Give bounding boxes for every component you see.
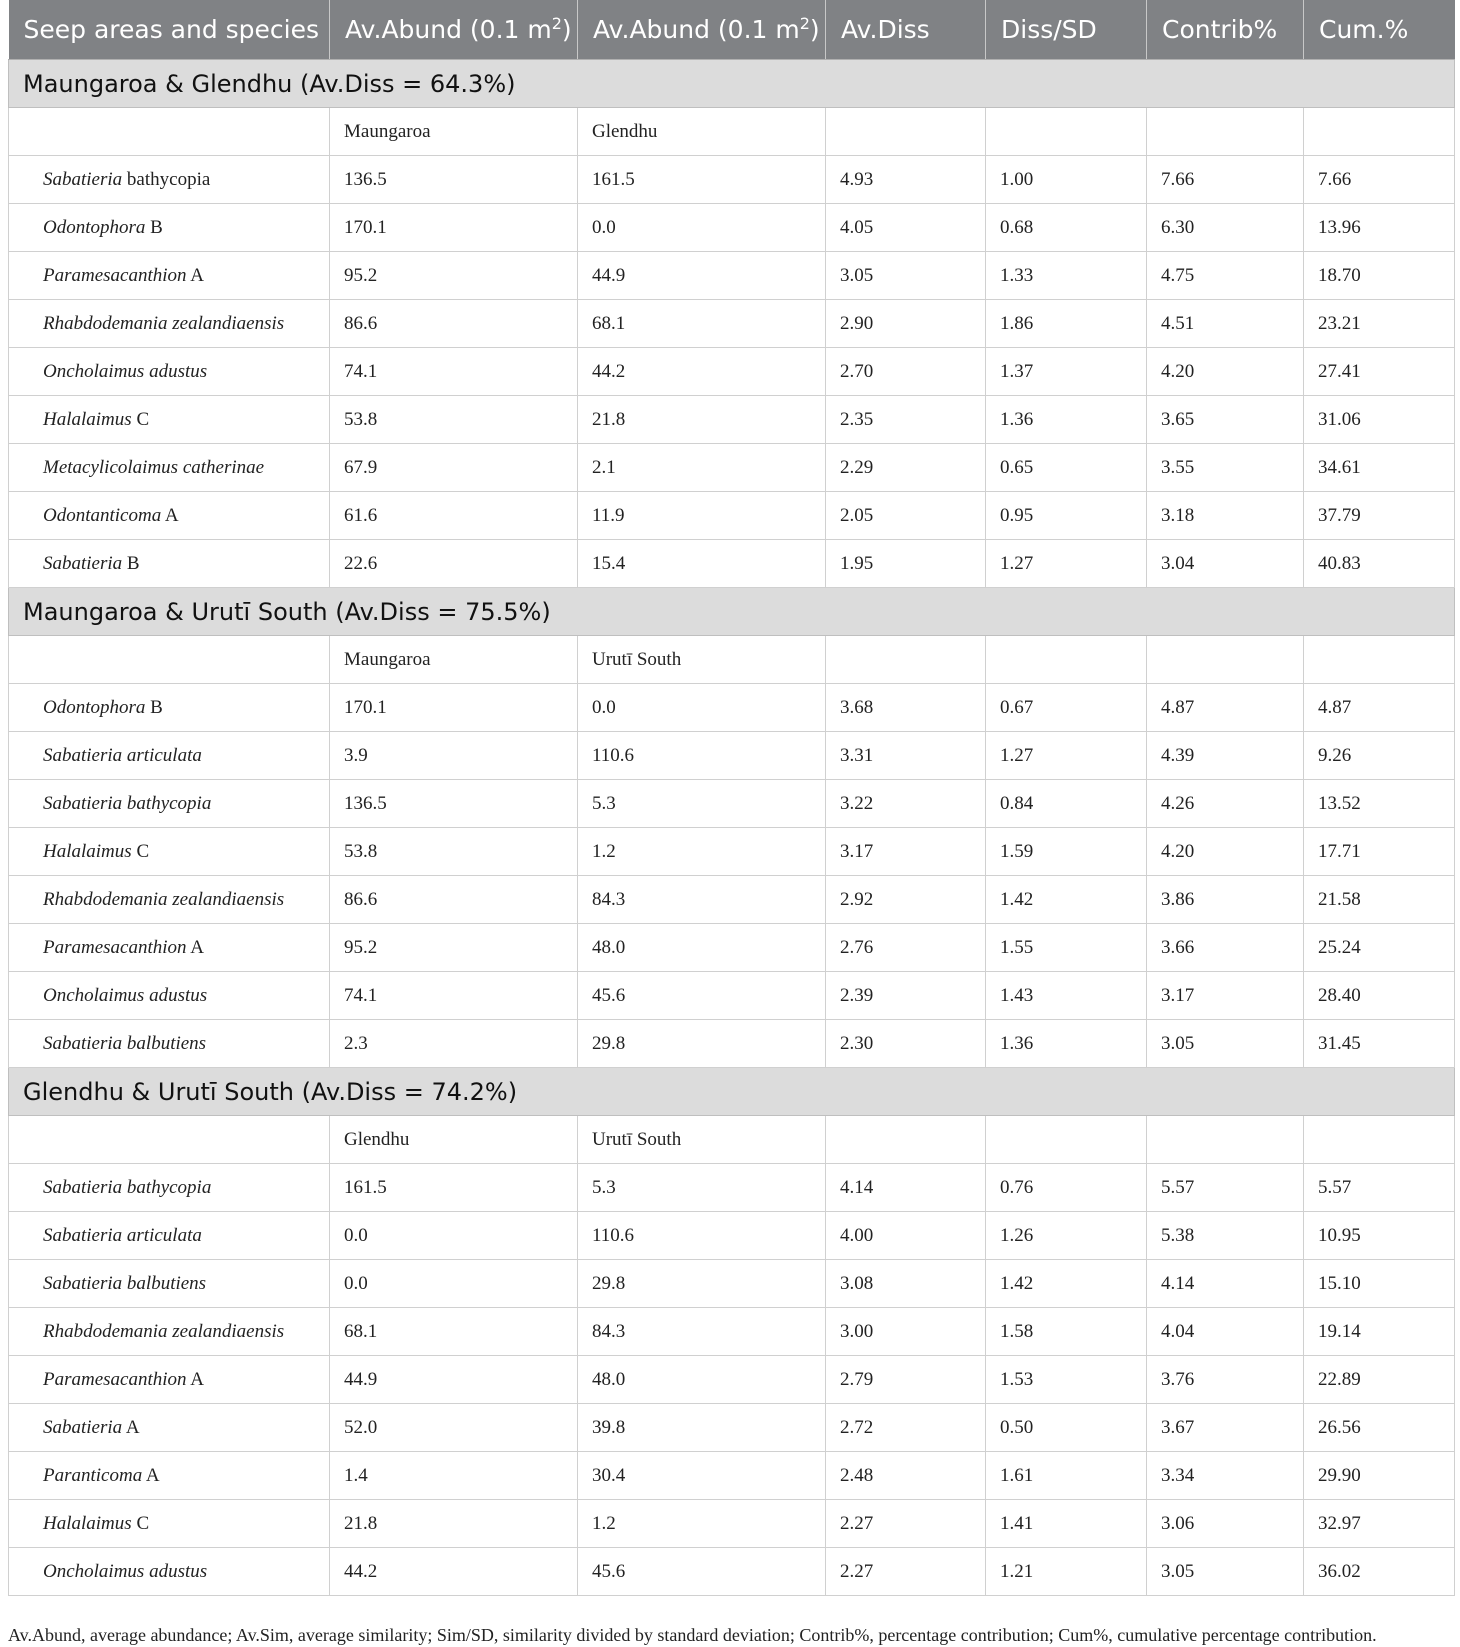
abund-a-cell: 1.4 <box>330 1452 578 1500</box>
header-diss-sd: Diss/SD <box>986 0 1147 60</box>
table-row <box>9 348 1455 396</box>
abund-b-cell: 68.1 <box>578 300 826 348</box>
species-qualifier: A <box>186 936 204 958</box>
section-header-row <box>9 588 1455 636</box>
species-name: Sabatieria <box>43 168 123 190</box>
contrib-cell: 3.05 <box>1147 1020 1304 1068</box>
species-cell <box>9 492 330 540</box>
abund-b-cell: 1.2 <box>578 828 826 876</box>
cum-cell: 17.71 <box>1304 828 1455 876</box>
abund-b-cell: 11.9 <box>578 492 826 540</box>
table-row <box>9 876 1455 924</box>
abund-a-cell: 21.8 <box>330 1500 578 1548</box>
av-diss-cell: 2.30 <box>826 1020 986 1068</box>
diss-sd-cell: 1.41 <box>986 1500 1147 1548</box>
diss-sd-cell: 1.27 <box>986 732 1147 780</box>
abund-a-cell: 0.0 <box>330 1212 578 1260</box>
abund-b-cell: 84.3 <box>578 876 826 924</box>
empty-cell <box>986 636 1147 684</box>
table-row <box>9 156 1455 204</box>
species-cell <box>9 1500 330 1548</box>
table-row <box>9 300 1455 348</box>
abund-a-cell: 22.6 <box>330 540 578 588</box>
av-diss-cell: 3.08 <box>826 1260 986 1308</box>
diss-sd-cell: 1.43 <box>986 972 1147 1020</box>
diss-sd-cell: 1.26 <box>986 1212 1147 1260</box>
table-container <box>8 0 1454 1596</box>
species-cell <box>9 732 330 780</box>
diss-sd-cell: 0.65 <box>986 444 1147 492</box>
table-row <box>9 252 1455 300</box>
cum-cell: 4.87 <box>1304 684 1455 732</box>
abund-a-cell: 74.1 <box>330 972 578 1020</box>
abund-b-cell: 5.3 <box>578 1164 826 1212</box>
abund-a-cell: 61.6 <box>330 492 578 540</box>
section-header-row <box>9 1068 1455 1116</box>
av-diss-cell: 2.90 <box>826 300 986 348</box>
species-cell <box>9 1404 330 1452</box>
species-cell <box>9 1548 330 1596</box>
header-av-diss: Av.Diss <box>826 0 986 60</box>
table-row <box>9 396 1455 444</box>
species-name: Oncholaimus adustus <box>43 360 208 382</box>
species-cell <box>9 1452 330 1500</box>
species-name: Halalaimus <box>43 1512 132 1534</box>
species-name: Paramesacanthion <box>43 936 187 958</box>
contrib-cell: 4.51 <box>1147 300 1304 348</box>
species-qualifier: A <box>186 264 204 286</box>
diss-sd-cell: 0.84 <box>986 780 1147 828</box>
diss-sd-cell: 1.42 <box>986 876 1147 924</box>
abund-a-cell: 136.5 <box>330 156 578 204</box>
abund-a-cell: 95.2 <box>330 252 578 300</box>
empty-cell <box>986 1116 1147 1164</box>
contrib-cell: 6.30 <box>1147 204 1304 252</box>
contrib-cell: 4.20 <box>1147 348 1304 396</box>
av-diss-cell: 2.48 <box>826 1452 986 1500</box>
table-body <box>9 60 1455 1596</box>
section-header-row <box>9 60 1455 108</box>
table-row <box>9 492 1455 540</box>
cum-cell: 22.89 <box>1304 1356 1455 1404</box>
av-diss-cell: 2.76 <box>826 924 986 972</box>
diss-sd-cell: 1.27 <box>986 540 1147 588</box>
av-diss-cell: 3.68 <box>826 684 986 732</box>
table-row <box>9 1404 1455 1452</box>
contrib-cell: 4.87 <box>1147 684 1304 732</box>
empty-cell <box>986 108 1147 156</box>
section-title: Glendhu & Urutī South (Av.Diss = 74.2%) <box>9 1068 1455 1116</box>
site-b-label: Glendhu <box>578 108 826 156</box>
empty-cell <box>1147 108 1304 156</box>
diss-sd-cell: 0.67 <box>986 684 1147 732</box>
species-name: Sabatieria bathycopia <box>43 792 212 814</box>
table-row <box>9 780 1455 828</box>
contrib-cell: 5.38 <box>1147 1212 1304 1260</box>
abund-b-cell: 84.3 <box>578 1308 826 1356</box>
species-name: Odontophora <box>43 216 146 238</box>
diss-sd-cell: 1.61 <box>986 1452 1147 1500</box>
species-cell <box>9 348 330 396</box>
table-header <box>9 0 1455 60</box>
empty-cell <box>9 108 330 156</box>
site-b-label: Urutī South <box>578 1116 826 1164</box>
abund-a-cell: 44.2 <box>330 1548 578 1596</box>
cum-cell: 9.26 <box>1304 732 1455 780</box>
species-cell <box>9 1260 330 1308</box>
header-cum: Cum.% <box>1304 0 1455 60</box>
abund-b-cell: 48.0 <box>578 924 826 972</box>
abund-a-cell: 53.8 <box>330 828 578 876</box>
abund-a-cell: 3.9 <box>330 732 578 780</box>
cum-cell: 36.02 <box>1304 1548 1455 1596</box>
species-qualifier: C <box>131 840 150 862</box>
header-contrib: Contrib% <box>1147 0 1304 60</box>
table-row <box>9 1212 1455 1260</box>
abund-a-cell: 161.5 <box>330 1164 578 1212</box>
species-cell <box>9 1356 330 1404</box>
empty-cell <box>826 1116 986 1164</box>
abund-b-cell: 45.6 <box>578 1548 826 1596</box>
abund-a-cell: 68.1 <box>330 1308 578 1356</box>
abund-a-cell: 67.9 <box>330 444 578 492</box>
species-qualifier: A <box>142 1464 160 1486</box>
cum-cell: 7.66 <box>1304 156 1455 204</box>
contrib-cell: 7.66 <box>1147 156 1304 204</box>
abund-b-cell: 44.2 <box>578 348 826 396</box>
av-diss-cell: 2.79 <box>826 1356 986 1404</box>
cum-cell: 13.52 <box>1304 780 1455 828</box>
species-name: Rhabdodemania zealandiaensis <box>43 1320 285 1342</box>
cum-cell: 34.61 <box>1304 444 1455 492</box>
species-cell <box>9 972 330 1020</box>
cum-cell: 21.58 <box>1304 876 1455 924</box>
contrib-cell: 4.04 <box>1147 1308 1304 1356</box>
table-row <box>9 1356 1455 1404</box>
av-diss-cell: 2.70 <box>826 348 986 396</box>
av-diss-cell: 3.22 <box>826 780 986 828</box>
contrib-cell: 5.57 <box>1147 1164 1304 1212</box>
av-diss-cell: 4.93 <box>826 156 986 204</box>
av-diss-cell: 2.27 <box>826 1500 986 1548</box>
contrib-cell: 4.26 <box>1147 780 1304 828</box>
table-row <box>9 1260 1455 1308</box>
species-cell <box>9 396 330 444</box>
table-row <box>9 540 1455 588</box>
abund-a-cell: 170.1 <box>330 684 578 732</box>
species-name: Paranticoma <box>43 1464 143 1486</box>
species-qualifier: A <box>122 1416 140 1438</box>
abund-b-cell: 29.8 <box>578 1020 826 1068</box>
av-diss-cell: 2.05 <box>826 492 986 540</box>
species-cell <box>9 156 330 204</box>
species-qualifier: B <box>145 696 163 718</box>
empty-cell <box>1147 1116 1304 1164</box>
abund-b-cell: 45.6 <box>578 972 826 1020</box>
species-cell <box>9 876 330 924</box>
av-diss-cell: 3.05 <box>826 252 986 300</box>
table-row <box>9 444 1455 492</box>
species-cell <box>9 204 330 252</box>
abund-b-cell: 21.8 <box>578 396 826 444</box>
header-av-abund-a: Av.Abund (0.1 $m^2$) <box>330 0 578 60</box>
abund-b-cell: 44.9 <box>578 252 826 300</box>
species-name: Sabatieria articulata <box>43 1224 202 1246</box>
diss-sd-cell: 1.36 <box>986 1020 1147 1068</box>
abund-b-cell: 15.4 <box>578 540 826 588</box>
site-a-label: Glendhu <box>330 1116 578 1164</box>
diss-sd-cell: 1.42 <box>986 1260 1147 1308</box>
species-name: Paramesacanthion <box>43 1368 187 1390</box>
site-a-label: Maungaroa <box>330 636 578 684</box>
species-cell <box>9 1308 330 1356</box>
abund-b-cell: 110.6 <box>578 732 826 780</box>
cum-cell: 31.06 <box>1304 396 1455 444</box>
species-cell <box>9 540 330 588</box>
abund-b-cell: 110.6 <box>578 1212 826 1260</box>
species-cell <box>9 828 330 876</box>
diss-sd-cell: 0.76 <box>986 1164 1147 1212</box>
table-row <box>9 972 1455 1020</box>
abund-a-cell: 53.8 <box>330 396 578 444</box>
diss-sd-cell: 0.50 <box>986 1404 1147 1452</box>
table-row <box>9 1500 1455 1548</box>
diss-sd-cell: 1.55 <box>986 924 1147 972</box>
species-name: Sabatieria bathycopia <box>43 1176 212 1198</box>
site-b-label: Urutī South <box>578 636 826 684</box>
av-diss-cell: 4.05 <box>826 204 986 252</box>
cum-cell: 37.79 <box>1304 492 1455 540</box>
species-name: Oncholaimus adustus <box>43 1560 208 1582</box>
species-cell <box>9 300 330 348</box>
diss-sd-cell: 1.86 <box>986 300 1147 348</box>
cum-cell: 27.41 <box>1304 348 1455 396</box>
abund-b-cell: 0.0 <box>578 204 826 252</box>
abund-b-cell: 5.3 <box>578 780 826 828</box>
simper-table <box>8 0 1455 1596</box>
species-qualifier: C <box>131 408 150 430</box>
abund-a-cell: 86.6 <box>330 300 578 348</box>
contrib-cell: 3.06 <box>1147 1500 1304 1548</box>
site-a-label: Maungaroa <box>330 108 578 156</box>
species-qualifier: B <box>122 552 140 574</box>
table-footnote: Av.Abund, average abundance; Av.Sim, average similarity; Sim/SD, similarity divided by standard deviation; Contrib%, percentage contribution; Cum%, cumulative percentage contribution. <box>8 1625 1377 1645</box>
site-label-row <box>9 1116 1455 1164</box>
diss-sd-cell: 1.21 <box>986 1548 1147 1596</box>
av-diss-cell: 2.39 <box>826 972 986 1020</box>
table-row <box>9 1020 1455 1068</box>
diss-sd-cell: 0.68 <box>986 204 1147 252</box>
contrib-cell: 3.05 <box>1147 1548 1304 1596</box>
species-cell <box>9 924 330 972</box>
cum-cell: 32.97 <box>1304 1500 1455 1548</box>
av-diss-cell: 1.95 <box>826 540 986 588</box>
species-cell <box>9 252 330 300</box>
empty-cell <box>826 108 986 156</box>
abund-b-cell: 2.1 <box>578 444 826 492</box>
abund-b-cell: 30.4 <box>578 1452 826 1500</box>
cum-cell: 28.40 <box>1304 972 1455 1020</box>
empty-cell <box>1304 636 1455 684</box>
species-cell <box>9 1020 330 1068</box>
header-row <box>9 0 1455 60</box>
table-row <box>9 204 1455 252</box>
contrib-cell: 3.86 <box>1147 876 1304 924</box>
diss-sd-cell: 1.37 <box>986 348 1147 396</box>
abund-b-cell: 29.8 <box>578 1260 826 1308</box>
contrib-cell: 3.66 <box>1147 924 1304 972</box>
abund-a-cell: 170.1 <box>330 204 578 252</box>
contrib-cell: 3.76 <box>1147 1356 1304 1404</box>
diss-sd-cell: 1.58 <box>986 1308 1147 1356</box>
diss-sd-cell: 1.00 <box>986 156 1147 204</box>
cum-cell: 26.56 <box>1304 1404 1455 1452</box>
species-name: Odontanticoma <box>43 504 162 526</box>
species-cell <box>9 684 330 732</box>
av-diss-cell: 2.27 <box>826 1548 986 1596</box>
species-name: Sabatieria <box>43 1416 123 1438</box>
cum-cell: 10.95 <box>1304 1212 1455 1260</box>
abund-a-cell: 52.0 <box>330 1404 578 1452</box>
contrib-cell: 4.39 <box>1147 732 1304 780</box>
contrib-cell: 3.65 <box>1147 396 1304 444</box>
empty-cell <box>9 636 330 684</box>
av-diss-cell: 2.29 <box>826 444 986 492</box>
av-diss-cell: 2.35 <box>826 396 986 444</box>
abund-a-cell: 0.0 <box>330 1260 578 1308</box>
species-name: Sabatieria balbutiens <box>43 1272 207 1294</box>
av-diss-cell: 3.17 <box>826 828 986 876</box>
abund-b-cell: 39.8 <box>578 1404 826 1452</box>
cum-cell: 15.10 <box>1304 1260 1455 1308</box>
av-diss-cell: 4.00 <box>826 1212 986 1260</box>
species-cell <box>9 1164 330 1212</box>
species-name: Rhabdodemania zealandiaensis <box>43 888 285 910</box>
section-title: Maungaroa & Urutī South (Av.Diss = 75.5%) <box>9 588 1455 636</box>
av-diss-cell: 2.72 <box>826 1404 986 1452</box>
av-diss-cell: 3.00 <box>826 1308 986 1356</box>
contrib-cell: 4.20 <box>1147 828 1304 876</box>
abund-b-cell: 0.0 <box>578 684 826 732</box>
cum-cell: 31.45 <box>1304 1020 1455 1068</box>
species-qualifier: A <box>186 1368 204 1390</box>
contrib-cell: 3.34 <box>1147 1452 1304 1500</box>
diss-sd-cell: 1.59 <box>986 828 1147 876</box>
contrib-cell: 3.18 <box>1147 492 1304 540</box>
abund-a-cell: 74.1 <box>330 348 578 396</box>
contrib-cell: 4.75 <box>1147 252 1304 300</box>
empty-cell <box>1304 108 1455 156</box>
species-name: Halalaimus <box>43 840 132 862</box>
species-qualifier: A <box>161 504 179 526</box>
species-name: Rhabdodemania zealandiaensis <box>43 312 285 334</box>
abund-b-cell: 48.0 <box>578 1356 826 1404</box>
diss-sd-cell: 0.95 <box>986 492 1147 540</box>
species-name: Oncholaimus adustus <box>43 984 208 1006</box>
table-row <box>9 924 1455 972</box>
site-label-row <box>9 636 1455 684</box>
contrib-cell: 3.55 <box>1147 444 1304 492</box>
cum-cell: 23.21 <box>1304 300 1455 348</box>
header-seep-areas: Seep areas and species <box>9 0 330 60</box>
table-row <box>9 1548 1455 1596</box>
table-row <box>9 1452 1455 1500</box>
contrib-cell: 3.67 <box>1147 1404 1304 1452</box>
abund-a-cell: 136.5 <box>330 780 578 828</box>
diss-sd-cell: 1.33 <box>986 252 1147 300</box>
species-name: Paramesacanthion <box>43 264 187 286</box>
cum-cell: 5.57 <box>1304 1164 1455 1212</box>
cum-cell: 25.24 <box>1304 924 1455 972</box>
cum-cell: 40.83 <box>1304 540 1455 588</box>
site-label-row <box>9 108 1455 156</box>
species-cell <box>9 780 330 828</box>
empty-cell <box>9 1116 330 1164</box>
av-diss-cell: 2.92 <box>826 876 986 924</box>
abund-a-cell: 95.2 <box>330 924 578 972</box>
table-row <box>9 828 1455 876</box>
species-name: Metacylicolaimus catherinae <box>43 456 265 478</box>
abund-b-cell: 161.5 <box>578 156 826 204</box>
diss-sd-cell: 1.53 <box>986 1356 1147 1404</box>
abund-a-cell: 44.9 <box>330 1356 578 1404</box>
table-row <box>9 1308 1455 1356</box>
header-av-abund-b: Av.Abund (0.1 $m^2$) <box>578 0 826 60</box>
species-qualifier: B <box>145 216 163 238</box>
cum-cell: 18.70 <box>1304 252 1455 300</box>
species-name: Halalaimus <box>43 408 132 430</box>
av-diss-cell: 3.31 <box>826 732 986 780</box>
abund-b-cell: 1.2 <box>578 1500 826 1548</box>
species-name: Sabatieria articulata <box>43 744 202 766</box>
contrib-cell: 3.04 <box>1147 540 1304 588</box>
contrib-cell: 4.14 <box>1147 1260 1304 1308</box>
table-row <box>9 732 1455 780</box>
species-name: Sabatieria <box>43 552 123 574</box>
diss-sd-cell: 1.36 <box>986 396 1147 444</box>
section-title: Maungaroa & Glendhu (Av.Diss = 64.3%) <box>9 60 1455 108</box>
species-qualifier: C <box>131 1512 150 1534</box>
table-row <box>9 684 1455 732</box>
cum-cell: 13.96 <box>1304 204 1455 252</box>
cum-cell: 19.14 <box>1304 1308 1455 1356</box>
empty-cell <box>1147 636 1304 684</box>
species-name: Sabatieria balbutiens <box>43 1032 207 1054</box>
cum-cell: 29.90 <box>1304 1452 1455 1500</box>
species-cell <box>9 444 330 492</box>
av-diss-cell: 4.14 <box>826 1164 986 1212</box>
species-name: Odontophora <box>43 696 146 718</box>
species-qualifier: bathycopia <box>122 168 211 190</box>
abund-a-cell: 2.3 <box>330 1020 578 1068</box>
contrib-cell: 3.17 <box>1147 972 1304 1020</box>
abund-a-cell: 86.6 <box>330 876 578 924</box>
empty-cell <box>826 636 986 684</box>
empty-cell <box>1304 1116 1455 1164</box>
table-row <box>9 1164 1455 1212</box>
species-cell <box>9 1212 330 1260</box>
